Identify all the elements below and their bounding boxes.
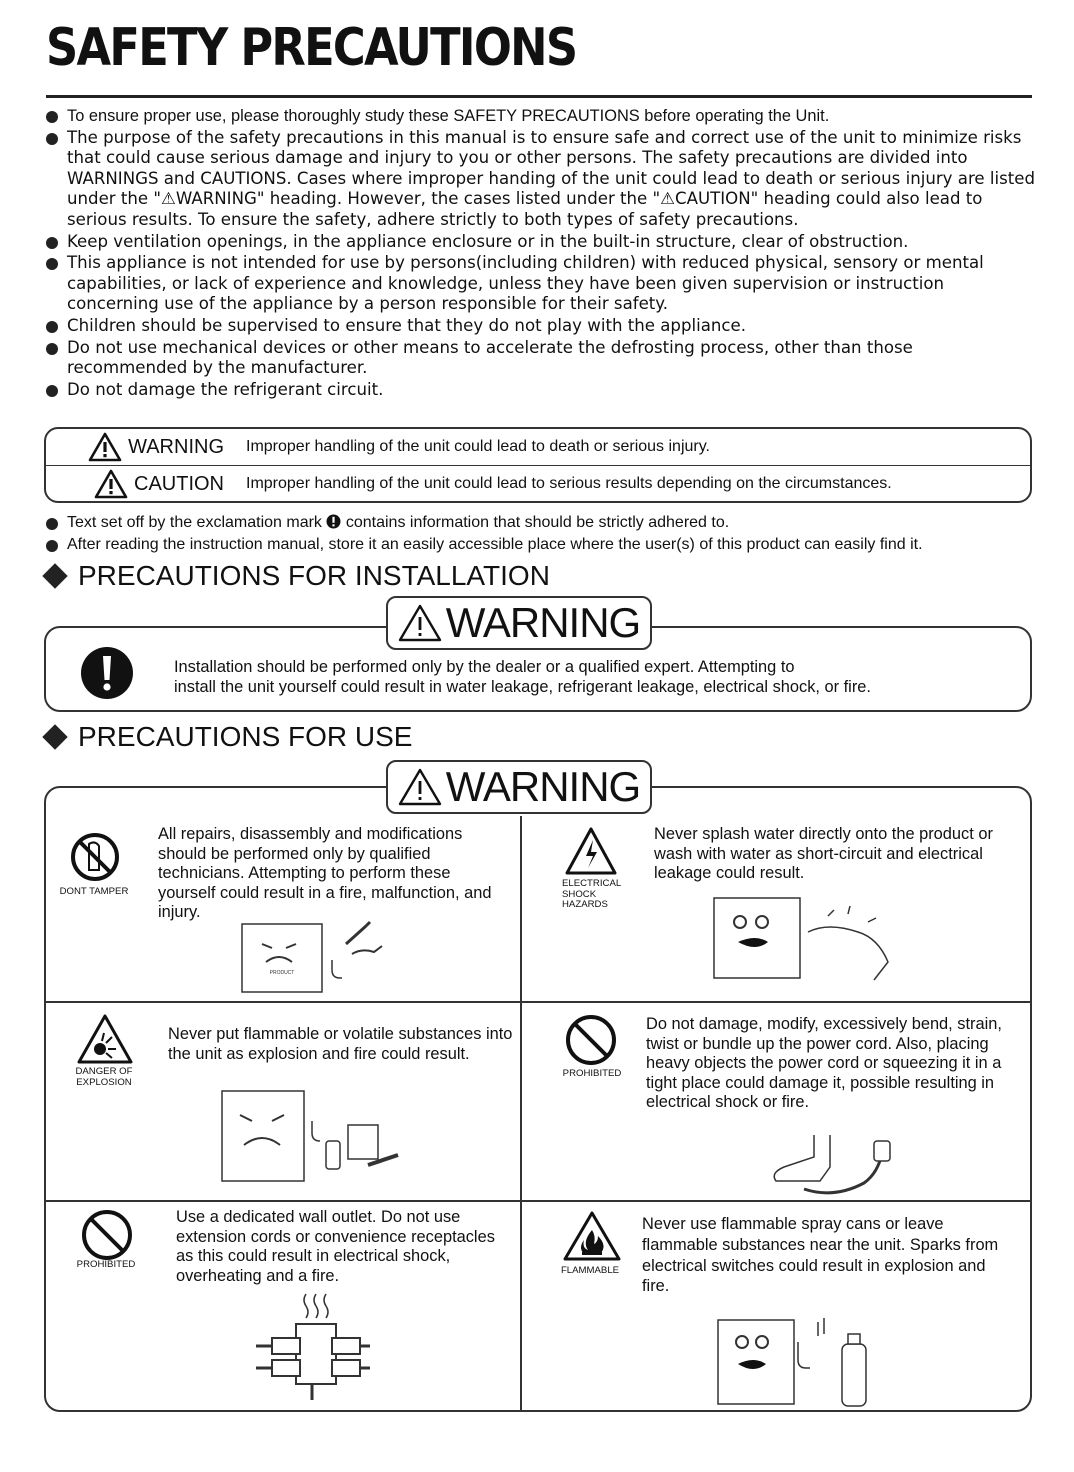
electrical-shock-icon bbox=[564, 826, 618, 876]
use-cell-wall-outlet bbox=[46, 1202, 520, 1412]
dont-tamper-icon bbox=[70, 832, 120, 882]
prohibited-icon bbox=[564, 1013, 618, 1067]
diamond-bullet-icon bbox=[42, 724, 67, 749]
flammable-icon bbox=[562, 1210, 622, 1262]
icon-label: DANGER OF EXPLOSION bbox=[75, 1066, 133, 1088]
notes bbox=[46, 513, 1036, 556]
use-warning-grid bbox=[44, 786, 1032, 1412]
installation-warning-badge: WARNING bbox=[386, 596, 652, 650]
cell-text: Do not damage, modify, excessively bend, strain, twist or bundle up the power cord. Also, placing heavy objects the power cord or squeezing it in a tight place could damage it, possible resulting in electrical shock or fire. bbox=[646, 1015, 1002, 1112]
use-warning-badge: WARNING bbox=[386, 760, 652, 814]
prohibited-icon bbox=[80, 1208, 134, 1262]
warning-triangle-icon bbox=[398, 768, 442, 806]
diamond-bullet-icon bbox=[42, 563, 67, 588]
use-heading: PRECAUTIONS FOR USE bbox=[46, 721, 412, 753]
water-splash-illustration-icon bbox=[708, 892, 908, 988]
overloaded-outlet-illustration-icon bbox=[252, 1290, 372, 1402]
note-item: Text set off by the exclamation mark contains information that should be strictly adhered to. bbox=[46, 513, 1036, 534]
stepping-on-cord-illustration-icon bbox=[764, 1131, 904, 1201]
note-item: After reading the instruction manual, store it an easily accessible place where the user(s) of this product can easily find it. bbox=[46, 535, 1036, 556]
use-cell-power-cord bbox=[522, 1003, 1032, 1200]
bullet-item: Do not damage the refrigerant circuit. bbox=[46, 380, 1036, 401]
icon-label: PROHIBITED bbox=[562, 1068, 622, 1079]
intro-bullets bbox=[46, 106, 1036, 401]
cell-text: Never use flammable spray cans or leave flammable substances near the unit. Sparks from electrical switches could result in explosion and fire. bbox=[642, 1215, 999, 1296]
use-cell-electrical-shock bbox=[522, 788, 1032, 1001]
spray-can-illustration-icon bbox=[714, 1312, 884, 1412]
svg-text:PRODUCT: PRODUCT bbox=[269, 970, 295, 976]
cell-text: All repairs, disassembly and modifications should be performed only by qualified technicians. Attempting to perform these yourself could result in a fire, malfunction, and injury. bbox=[158, 825, 492, 922]
caution-triangle-icon bbox=[94, 469, 128, 499]
bullet-item: Keep ventilation openings, in the appliance enclosure or in the built-in structure, clear of obstruction. bbox=[46, 232, 1036, 253]
explosion-danger-icon bbox=[76, 1013, 134, 1065]
legend-warning-label: WARNING bbox=[128, 435, 224, 458]
exclamation-mark-icon bbox=[326, 514, 341, 529]
installation-text: Installation should be performed only by the dealer or a qualified expert. Attempting to install the unit yourself could result in water leakage, refrigerant leakage, electrical shock, or fire. bbox=[174, 658, 871, 696]
use-cell-explosion bbox=[46, 1003, 520, 1200]
legend-caution-label: CAUTION bbox=[134, 472, 224, 495]
flammable-substance-illustration-icon bbox=[218, 1085, 418, 1189]
icon-label: PROHIBITED bbox=[76, 1259, 136, 1270]
warning-caution-legend bbox=[44, 427, 1032, 503]
installation-heading: PRECAUTIONS FOR INSTALLATION bbox=[46, 560, 550, 592]
legend-warning-row bbox=[46, 429, 1030, 466]
use-cell-flammable-spray bbox=[522, 1202, 1032, 1412]
legend-caution-row bbox=[46, 466, 1030, 502]
icon-label: DONT TAMPER bbox=[59, 886, 129, 897]
bullet-item: Children should be supervised to ensure that they do not play with the appliance. bbox=[46, 316, 1036, 337]
legend-warning-desc: Improper handling of the unit could lead to death or serious injury. bbox=[246, 438, 710, 455]
bullet-item: To ensure proper use, please thoroughly study these SAFETY PRECAUTIONS before operating the Unit. bbox=[46, 106, 1036, 127]
icon-label: FLAMMABLE bbox=[560, 1265, 620, 1276]
bullet-item: Do not use mechanical devices or other means to accelerate the defrosting process, other than those recommended by the manufacturer. bbox=[46, 338, 1036, 379]
icon-label: ELECTRICAL SHOCK HAZARDS bbox=[562, 878, 621, 910]
product-angry-illustration-icon bbox=[236, 916, 396, 998]
cell-text: Never splash water directly onto the product or wash with water as short-circuit and electrical leakage could result. bbox=[654, 825, 993, 883]
bullet-item: This appliance is not intended for use by persons(including children) with reduced physical, sensory or mental capabilities, or lack of experience and knowledge, unless they have been given supervision or instruction concerning use of the appliance by a person responsible for their safety. bbox=[46, 253, 1036, 315]
cell-text: Never put flammable or volatile substances into the unit as explosion and fire could result. bbox=[168, 1025, 513, 1063]
legend-caution-desc: Improper handling of the unit could lead to serious results depending on the circumstances. bbox=[246, 475, 892, 492]
warning-triangle-icon bbox=[88, 432, 122, 462]
use-cell-dont-tamper bbox=[46, 788, 520, 1001]
page-title: SAFETY PRECAUTIONS bbox=[46, 18, 577, 78]
cell-text: Use a dedicated wall outlet. Do not use extension cords or convenience receptacles as this could result in electrical shock, overheating and a fire. bbox=[176, 1208, 495, 1285]
title-rule bbox=[46, 95, 1032, 98]
warning-triangle-icon bbox=[398, 604, 442, 642]
bullet-item: The purpose of the safety precautions in this manual is to ensure safe and correct use of the unit to minimize risks that could cause serious damage and injury to you or other persons. The safety precautions are divided into WARNINGS and CAUTIONS. Cases where improper handing of the unit could lead to death or serious injury are listed under the "⚠WARNING" heading. However, the cases listed under the "⚠CAUTION" heading could also lead to serious results. To ensure the safety, adhere strictly to both types of safety precautions. bbox=[46, 128, 1036, 231]
mandatory-action-icon bbox=[80, 646, 134, 700]
